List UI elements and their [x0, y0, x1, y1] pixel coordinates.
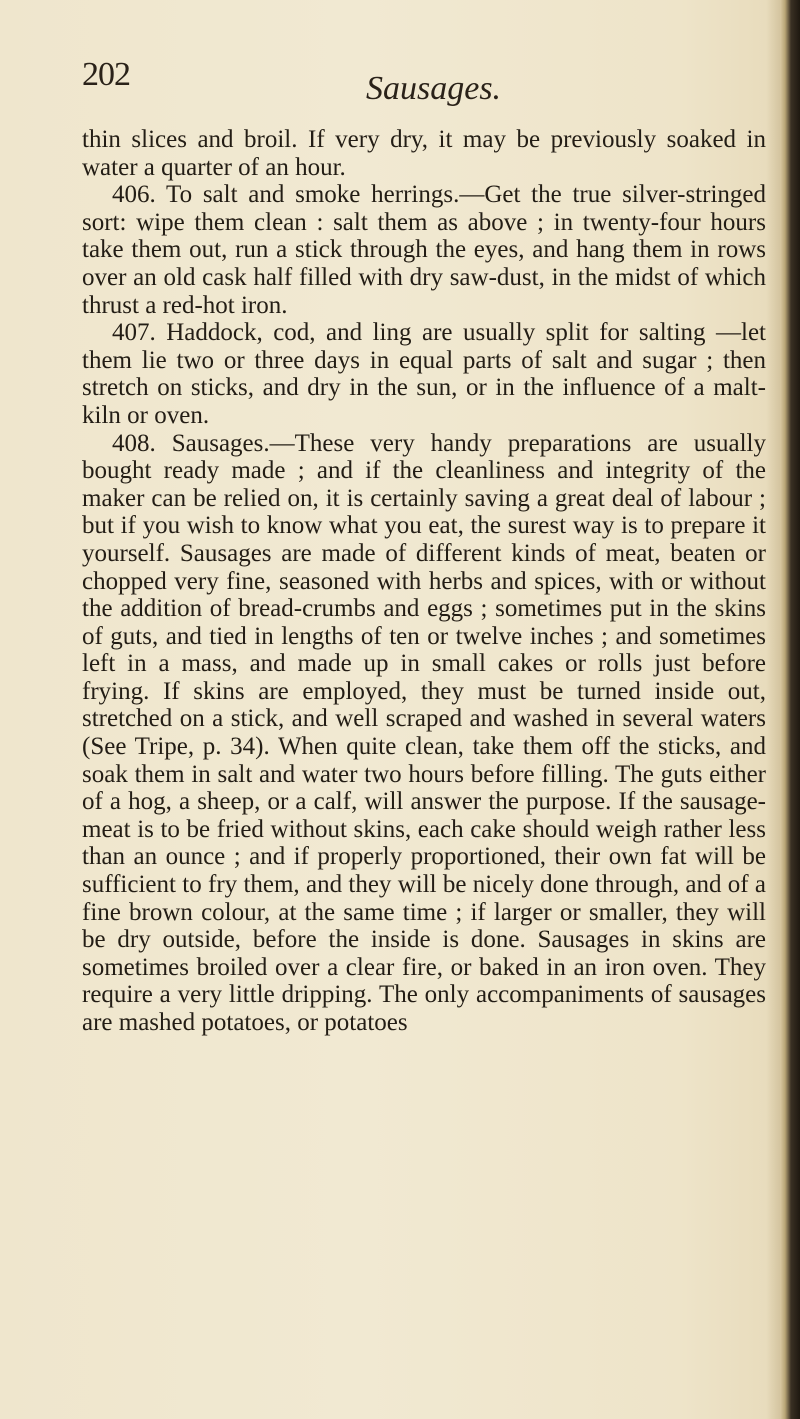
body-text	[82, 126, 766, 1037]
running-head: Sausages.	[366, 70, 502, 107]
page-shadow	[766, 0, 780, 1419]
page-header	[82, 58, 782, 108]
page-number: 202	[82, 56, 130, 93]
page-edge	[780, 0, 800, 1419]
paragraph-406: 406. To salt and smoke herrings.—Get the true silver-stringed sort: wipe them clean : salt them as above ; in twenty-four hours take them out, run a stick through the eyes, and hang them in rows over an old cask half filled with dry saw-dust, in the midst of which thrust a red-hot iron.	[82, 181, 766, 319]
paragraph-408: 408. Sausages.—These very handy preparations are usually bought ready made ; and if the cleanliness and integrity of the maker can be relied on, it is certainly saving a great deal of labour ; but if you wish to know what you eat, the surest way is to prepare it yourself. Sausages are made of different kinds of meat, beaten or chopped very fine, seasoned with herbs and spices, with or without the addition of bread-crumbs and eggs ; sometimes put in the skins of guts, and tied in lengths of ten or twelve inches ; and sometimes left in a mass, and made up in small cakes or rolls just before frying. If skins are employed, they must be turned inside out, stretched on a stick, and well scraped and washed in several waters (See Tripe, p. 34). When quite clean, take them off the sticks, and soak them in salt and water two hours before filling. The guts either of a hog, a sheep, or a calf, will answer the purpose. If the sausage-meat is to be fried without skins, each cake should weigh rather less than an ounce ; and if properly proportioned, their own fat will be sufficient to fry them, and they will be nicely done through, and of a fine brown colour, at the same time ; if larger or smaller, they will be dry outside, before the inside is done. Sausages in skins are sometimes broiled over a clear fire, or baked in an iron oven. They require a very little dripping. The only accompaniments of sausages are mashed potatoes, or potatoes	[82, 429, 766, 1036]
paragraph-continuation: thin slices and broil. If very dry, it may be previously soaked in water a quarter of an hour.	[82, 126, 766, 181]
paragraph-407: 407. Haddock, cod, and ling are usually split for salting —let them lie two or three days in equal parts of salt and sugar ; then stretch on sticks, and dry in the sun, or in the influence of a malt-kiln or oven.	[82, 319, 766, 429]
